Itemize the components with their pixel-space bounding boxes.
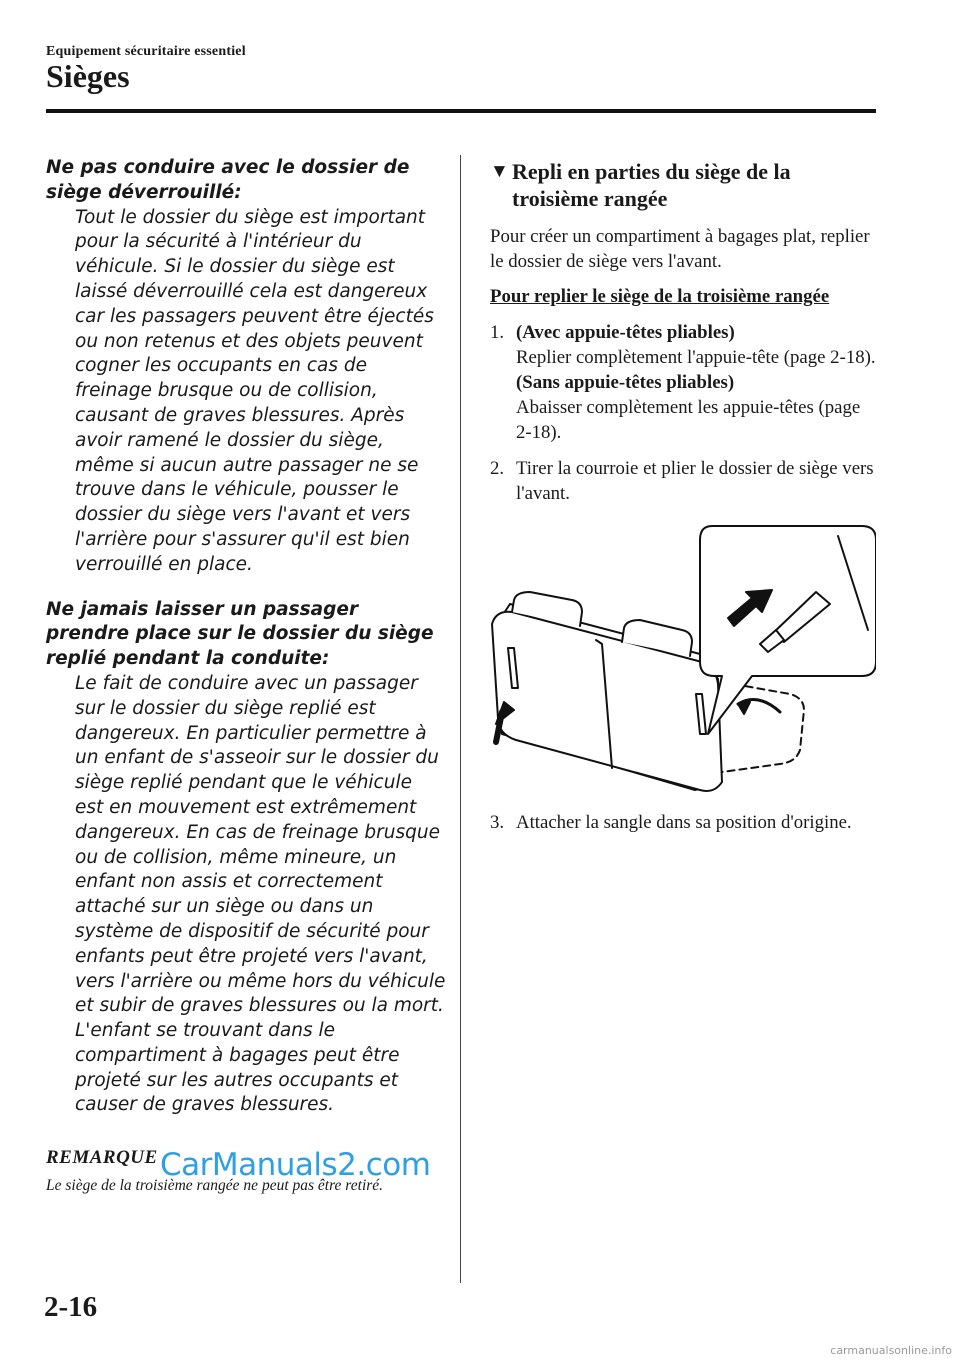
option-label: (Sans appuie-têtes pliables) [516, 372, 735, 393]
step-number: 2. [490, 458, 505, 479]
warning-passenger-on-folded-seat [46, 598, 446, 1119]
option-text: Abaisser complètement les appuie-têtes (page 2-18). [516, 397, 861, 443]
section-label: Equipement sécuritaire essentiel [46, 44, 246, 59]
column-divider [460, 155, 461, 1283]
section-heading-text: Repli en parties du siège de la troisième rangée [512, 159, 791, 211]
intro-text: Pour créer un compartiment à bagages plat, replier le dossier de siège vers l'avant. [490, 226, 870, 272]
procedure-title: Pour replier le siège de la troisième rangée [490, 286, 830, 307]
footer-url: carmanualsonline.info [830, 1344, 952, 1357]
instruction-column [490, 158, 878, 835]
section-heading [490, 158, 878, 212]
page-number: 2-16 [44, 1291, 98, 1323]
warning-heading: Ne pas conduire avec le dossier de siège déverrouillé: [46, 157, 410, 203]
option-text: Replier complètement l'appuie-tête (page 2-18). [516, 347, 876, 368]
step-2 [490, 456, 878, 506]
watermark: CarManuals2.com [160, 1147, 431, 1183]
warning-body: Tout le dossier du siège est important pour la sécurité à l'intérieur du véhicule. Si le dossier du siège est laissé déverrouillé cela est dangereux car les passagers peuvent être éjectés ou non retenus et des objets peuvent cogner les occupants en cas de freinage brusque ou de collision, causant de graves blessures. Après avoir ramené le dossier du siège, même si aucun autre passager ne se trouve dans le véhicule, pousser le dossier du siège vers l'avant et vers l'arrière pour s'assurer qu'il est bien verrouillé en place. [75, 206, 434, 575]
warning-heading: Ne jamais laisser un passager prendre place sur le dossier du siège replié pendant la conduite: [46, 598, 434, 670]
warning-column [46, 156, 446, 1198]
page-title: Sièges [46, 58, 130, 94]
step-text: Tirer la courroie et plier le dossier de siège vers l'avant. [516, 458, 874, 504]
triangle-down-icon: ▼ [490, 161, 509, 182]
step-number: 3. [490, 812, 505, 833]
step-body [516, 320, 878, 445]
remark-text: Le siège de la troisième rangée ne peut pas être retiré. [46, 1177, 384, 1195]
step-1 [490, 320, 878, 445]
warning-body: Le fait de conduire avec un passager sur le dossier du siège replié est dangereux. En particulier permettre à un enfant de s'asseoir sur le dossier du siège replié pendant que le véhicule est en mouvement est extrêmement dangereux. En cas de freinage brusque ou de collision, même mineure, un enfant non assis et correctement attaché sur un siège ou dans un système de dispositif de sécurité pour enfants peut être projeté vers l'avant, vers l'arrière ou même hors du véhicule et subir de graves blessures ou la mort. L'enfant se trouvant dans le compartiment à bagages peut être projeté sur les autres occupants et causer de graves blessures. [75, 672, 446, 1116]
step-text: Attacher la sangle dans sa position d'origine. [516, 812, 852, 833]
warning-unlocked-seatback [46, 156, 446, 578]
step-3 [490, 810, 878, 835]
option-label: (Avec appuie-têtes pliables) [516, 322, 735, 343]
header-rule [46, 109, 876, 113]
seat-folding-illustration [490, 514, 876, 804]
remark-title: REMARQUE [46, 1147, 158, 1169]
step-number: 1. [490, 322, 505, 343]
